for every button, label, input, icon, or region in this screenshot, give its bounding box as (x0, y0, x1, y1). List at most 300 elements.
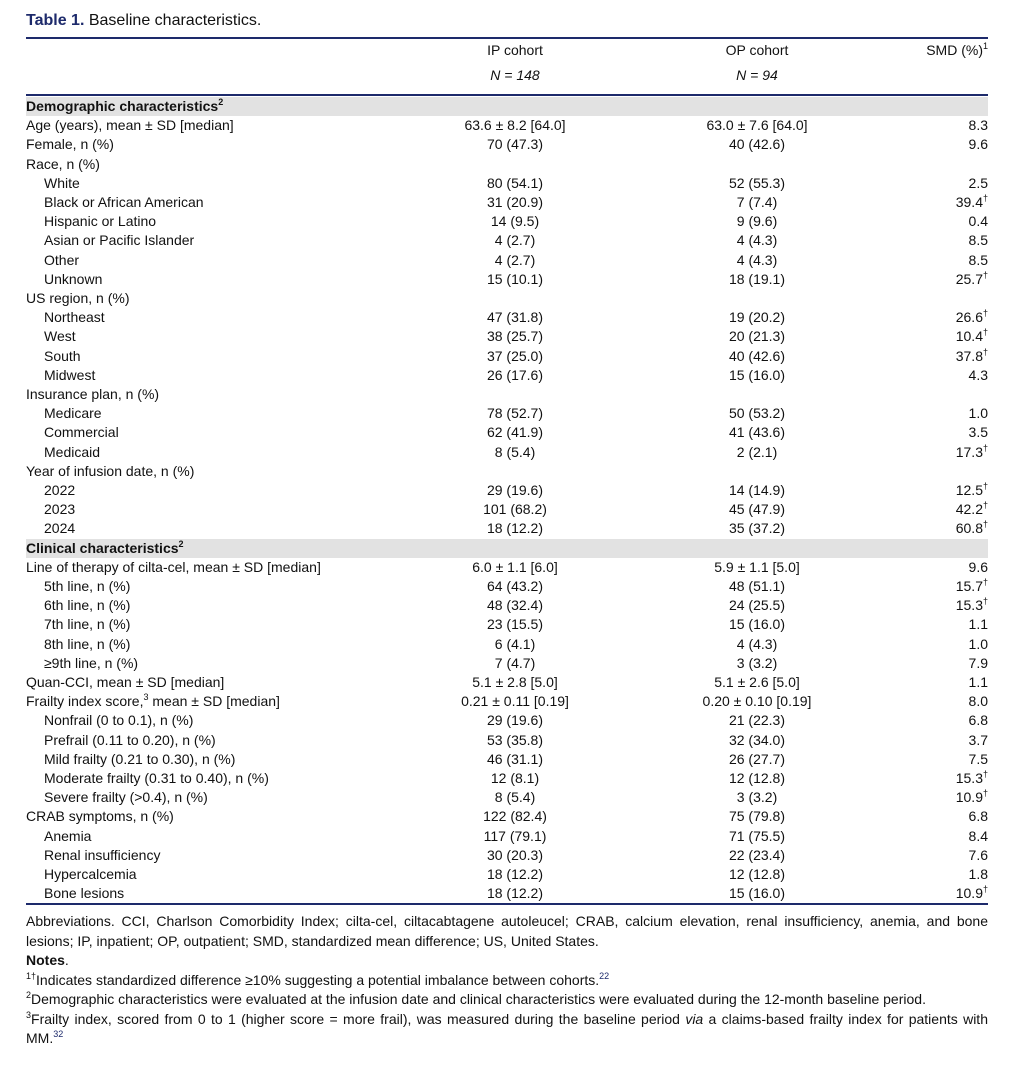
imbalance-dagger: † (982, 308, 988, 319)
note-marker: 1† (26, 970, 37, 981)
smd-value (969, 711, 988, 730)
row-label (44, 596, 130, 615)
op-cohort-value: 26 (27.7) (728, 750, 786, 767)
row-label (44, 174, 80, 193)
smd-value (956, 788, 988, 807)
table-row (26, 423, 988, 442)
ip-cohort-value: 64 (43.2) (486, 578, 544, 594)
table-row (26, 692, 988, 711)
smd-number: 12.5 (955, 482, 983, 498)
ip-cohort-value: 8 (5.4) (494, 789, 536, 806)
ip-cohort-value: 30 (20.3) (486, 846, 544, 863)
smd-value (969, 212, 988, 231)
smd-value (969, 135, 988, 154)
op-cohort-value: 0.20 ± 0.10 [0.19] (702, 693, 812, 710)
ip-cohort-value: 18 (12.2) (486, 866, 544, 882)
row-label-text: Northeast (44, 309, 105, 326)
ip-cohort-value: 29 (19.6) (486, 712, 544, 729)
op-cohort-value: 18 (19.1) (728, 270, 786, 287)
imbalance-dagger: † (982, 327, 988, 338)
header-smd-footnote: 1 (982, 41, 988, 51)
row-label-text: Severe frailty (>0.4), n (%) (44, 789, 208, 806)
row-label-text: Hispanic or Latino (44, 213, 157, 230)
smd-number: 0.4 (968, 213, 988, 230)
smd-value (956, 443, 988, 462)
notes-label: Notes (26, 952, 65, 968)
row-label-text: West (44, 328, 76, 345)
footnote-marker: 2 (218, 97, 224, 107)
ip-cohort-value: 23 (15.5) (486, 616, 544, 633)
smd-number: 8.3 (968, 117, 988, 134)
smd-value (956, 577, 988, 596)
smd-number: 17.3 (955, 443, 983, 460)
table-row (26, 443, 988, 462)
op-cohort-value: 19 (20.2) (728, 309, 786, 326)
smd-number: 15.7 (955, 578, 983, 594)
op-cohort-value: 50 (53.2) (728, 405, 786, 422)
ip-cohort-value: 80 (54.1) (486, 174, 544, 191)
row-label (44, 846, 160, 865)
row-label-text: Line of therapy of cilta-cel, mean ± SD [median] (26, 558, 321, 575)
row-label-text: Hypercalcemia (44, 866, 137, 882)
header-ip-n: N = 148 (490, 67, 540, 83)
smd-value (969, 366, 988, 385)
ip-cohort-value: 46 (31.1) (486, 750, 544, 767)
smd-value (969, 692, 988, 711)
table-row (26, 308, 988, 327)
row-label (44, 884, 124, 903)
row-label-text: Insurance plan, n (%) (26, 386, 160, 402)
row-label (44, 308, 105, 327)
op-cohort-value: 32 (34.0) (728, 731, 786, 748)
table-row (26, 231, 988, 250)
row-label (26, 116, 234, 135)
note-1 (26, 971, 988, 991)
header-op-cohort: OP cohort (725, 42, 789, 58)
op-cohort-value: 15 (16.0) (728, 616, 786, 633)
smd-value (956, 327, 988, 346)
row-label-text: Quan-CCI, mean ± SD [median] (26, 674, 225, 690)
op-cohort-value: 21 (22.3) (728, 712, 786, 729)
table-row (26, 327, 988, 346)
smd-value (969, 846, 988, 865)
ip-cohort-value: 26 (17.6) (486, 366, 544, 383)
row-label-text: White (44, 174, 80, 191)
table-row (26, 731, 988, 750)
row-label (44, 769, 269, 788)
row-label (44, 366, 95, 385)
ip-cohort-value: 101 (68.2) (483, 501, 547, 518)
smd-value (969, 750, 988, 769)
ip-cohort-value: 38 (25.7) (486, 328, 544, 345)
table-row (26, 846, 988, 865)
ip-cohort-value: 29 (19.6) (486, 482, 544, 498)
row-label (44, 635, 130, 654)
ip-cohort-value: 31 (20.9) (486, 194, 544, 210)
table-row (26, 155, 988, 174)
imbalance-dagger: † (982, 481, 988, 491)
row-label-text: Medicaid (44, 443, 101, 460)
row-label-text: Renal insufficiency (44, 846, 161, 863)
notes-heading (26, 951, 988, 971)
row-label (44, 577, 130, 596)
op-cohort-value: 24 (25.5) (728, 597, 786, 614)
row-label (26, 462, 194, 481)
smd-number: 2.5 (968, 174, 988, 191)
smd-value (969, 174, 988, 193)
imbalance-dagger: † (982, 193, 988, 203)
smd-number: 8.5 (968, 251, 988, 268)
row-label-text: South (44, 347, 81, 364)
note-text: Demographic characteristics were evaluated at the infusion date and clinical characteristics were evaluated during the 12-month baseline period. (31, 991, 926, 1007)
row-label-text: US region, n (%) (26, 290, 130, 306)
smd-value (969, 654, 988, 673)
op-cohort-value: 45 (47.9) (728, 501, 786, 518)
table-row (26, 884, 988, 903)
op-cohort-value: 9 (9.6) (736, 213, 778, 230)
section-header-row (26, 539, 988, 558)
smd-number: 9.6 (968, 558, 988, 575)
row-label (44, 212, 156, 231)
imbalance-dagger: † (982, 500, 988, 511)
imbalance-dagger: † (982, 788, 988, 799)
table-row (26, 750, 988, 769)
row-label (26, 558, 321, 577)
row-label (26, 155, 100, 174)
smd-value (969, 615, 988, 634)
smd-number: 7.5 (968, 750, 988, 767)
table-title (26, 12, 261, 30)
row-label (44, 519, 75, 538)
op-cohort-value: 12 (12.8) (728, 866, 786, 882)
table-row (26, 711, 988, 730)
row-label-text: 6th line, n (%) (44, 597, 131, 614)
smd-number: 1.1 (968, 674, 988, 690)
header-ip-cohort: IP cohort (487, 42, 543, 58)
ip-cohort-value: 18 (12.2) (486, 885, 544, 902)
row-label-text: 2022 (44, 482, 76, 498)
smd-number: 6.8 (968, 712, 988, 729)
op-cohort-value: 22 (23.4) (728, 846, 786, 863)
ip-cohort-value: 122 (82.4) (483, 808, 547, 825)
smd-number: 1.1 (968, 616, 988, 633)
row-label (26, 539, 184, 558)
smd-value (969, 231, 988, 250)
smd-value (956, 481, 988, 500)
row-label (44, 443, 100, 462)
row-label-text: Commercial (44, 424, 119, 441)
row-label (26, 97, 223, 116)
row-label-text: Frailty index score, (26, 693, 144, 710)
footnote-marker: 2 (178, 538, 184, 549)
row-label (44, 500, 75, 519)
ip-cohort-value: 4 (2.7) (494, 232, 536, 249)
ip-cohort-value: 6 (4.1) (494, 635, 536, 652)
ip-cohort-value: 70 (47.3) (486, 136, 544, 153)
smd-value (956, 193, 988, 212)
op-cohort-value: 71 (75.5) (728, 827, 786, 844)
imbalance-dagger: † (982, 884, 988, 895)
op-cohort-value: 75 (79.8) (728, 808, 786, 825)
row-label-text: 7th line, n (%) (44, 616, 131, 633)
table-row (26, 481, 988, 500)
row-label (44, 750, 235, 769)
table-row (26, 212, 988, 231)
op-cohort-value: 12 (12.8) (728, 770, 786, 786)
row-label (26, 289, 129, 308)
ip-cohort-value: 47 (31.8) (486, 309, 544, 326)
top-rule (26, 37, 988, 39)
row-label-text: mean ± SD [median] (148, 693, 280, 710)
smd-value (969, 251, 988, 270)
smd-value (969, 558, 988, 577)
reference-link[interactable]: 32 (53, 1029, 64, 1039)
table-row (26, 788, 988, 807)
smd-value (969, 635, 988, 654)
table-row (26, 135, 988, 154)
row-label-text: CRAB symptoms, n (%) (26, 808, 174, 825)
table-row (26, 865, 988, 884)
op-cohort-value: 35 (37.2) (728, 520, 786, 537)
row-label-text: Year of infusion date, n (%) (26, 462, 195, 479)
section-header-row (26, 97, 988, 116)
ip-cohort-value: 48 (32.4) (486, 597, 544, 614)
table-row (26, 116, 988, 135)
table-row (26, 270, 988, 289)
imbalance-dagger: † (982, 596, 988, 607)
smd-number: 37.8 (955, 347, 983, 364)
smd-number: 6.8 (968, 808, 988, 825)
smd-number: 7.6 (968, 846, 988, 863)
ip-cohort-value: 7 (4.7) (494, 654, 536, 671)
ip-cohort-value: 78 (52.7) (486, 405, 544, 422)
op-cohort-value: 48 (51.1) (728, 578, 786, 594)
smd-value (969, 731, 988, 750)
smd-number: 26.6 (955, 309, 983, 326)
row-label (44, 404, 102, 423)
bottom-rule (26, 903, 988, 905)
smd-number: 60.8 (955, 520, 983, 537)
row-label (44, 270, 102, 289)
row-label (26, 673, 224, 692)
ip-cohort-value: 117 (79.1) (483, 827, 547, 844)
smd-value (969, 423, 988, 442)
table-row (26, 596, 988, 615)
ip-cohort-value: 63.6 ± 8.2 [64.0] (464, 117, 566, 134)
ip-cohort-value: 62 (41.9) (486, 424, 544, 441)
notes-period: . (64, 952, 69, 968)
smd-value (956, 519, 988, 538)
row-label (44, 327, 76, 346)
smd-number: 10.9 (955, 885, 983, 902)
row-label (44, 423, 119, 442)
ip-cohort-value: 53 (35.8) (486, 731, 544, 748)
table-row (26, 385, 988, 404)
row-label-text: Clinical characteristics (26, 539, 179, 556)
footnote-marker: 3 (143, 692, 149, 703)
smd-value (956, 884, 988, 903)
row-label (44, 827, 91, 846)
imbalance-dagger: † (982, 519, 988, 530)
row-label-text: Nonfrail (0 to 0.1), n (%) (44, 712, 194, 729)
op-cohort-value: 40 (42.6) (728, 347, 786, 364)
abbreviations: Abbreviations. CCI, Charlson Comorbidity Index; cilta-cel, ciltacabtagene autoleucel; CRAB, calcium elevation, renal insufficiency, anemia, and bone lesions; IP, inpatient; OP, outpatient; SMD, standardized mean difference; US, United States. (26, 913, 988, 949)
op-cohort-value: 3 (3.2) (736, 654, 778, 671)
table-row (26, 347, 988, 366)
ip-cohort-value: 37 (25.0) (486, 347, 544, 364)
row-label (44, 654, 138, 673)
smd-number: 3.5 (968, 424, 988, 441)
row-label-text: Mild frailty (0.21 to 0.30), n (%) (44, 750, 236, 767)
smd-number: 42.2 (955, 501, 983, 518)
row-label (44, 615, 130, 634)
header-smd-label: SMD (%) (926, 42, 983, 58)
smd-value (969, 827, 988, 846)
note-marker: 2 (26, 990, 32, 1000)
op-cohort-value: 5.1 ± 2.6 [5.0] (714, 674, 800, 690)
smd-number: 8.5 (968, 232, 988, 249)
row-label-text: 5th line, n (%) (44, 578, 131, 594)
row-label-text: 2023 (44, 501, 76, 518)
op-cohort-value: 14 (14.9) (728, 482, 786, 498)
header-op-n: N = 94 (736, 67, 778, 83)
row-label-text: Bone lesions (44, 885, 125, 902)
op-cohort-value: 20 (21.3) (728, 328, 786, 345)
smd-number: 1.0 (968, 405, 988, 422)
table-row (26, 519, 988, 538)
table-row (26, 462, 988, 481)
row-label-text: Midwest (44, 366, 96, 383)
ip-cohort-value: 6.0 ± 1.1 [6.0] (472, 558, 558, 575)
imbalance-dagger: † (982, 577, 988, 587)
smd-number: 3.7 (968, 731, 988, 748)
row-label (44, 731, 216, 750)
smd-number: 25.7 (955, 270, 983, 287)
smd-value (956, 347, 988, 366)
smd-number: 10.4 (955, 328, 983, 345)
smd-number: 9.6 (968, 136, 988, 153)
table-row (26, 577, 988, 596)
smd-value (969, 404, 988, 423)
imbalance-dagger: † (982, 442, 988, 453)
row-label (26, 135, 114, 154)
smd-value (969, 807, 988, 826)
smd-value (956, 596, 988, 615)
table-row (26, 769, 988, 788)
row-label-text: Female, n (%) (26, 136, 114, 153)
op-cohort-value: 2 (2.1) (736, 443, 778, 460)
row-label (44, 865, 137, 884)
row-label-text: Other (44, 251, 80, 268)
note-italic: via (685, 1010, 704, 1027)
op-cohort-value: 41 (43.6) (728, 424, 786, 441)
smd-value (969, 673, 988, 692)
op-cohort-value: 15 (16.0) (728, 885, 786, 902)
row-label (26, 692, 280, 711)
note-marker: 3 (26, 1009, 32, 1020)
ip-cohort-value: 12 (8.1) (490, 770, 540, 786)
row-label (44, 251, 79, 270)
table-row (26, 193, 988, 212)
table-row (26, 615, 988, 634)
table-row (26, 500, 988, 519)
row-label-text: Demographic characteristics (26, 98, 219, 114)
imbalance-dagger: † (982, 769, 988, 779)
smd-number: 7.9 (968, 654, 988, 671)
row-label (44, 711, 193, 730)
smd-number: 15.3 (955, 770, 983, 786)
ip-cohort-value: 15 (10.1) (486, 270, 544, 287)
ip-cohort-value: 8 (5.4) (494, 443, 536, 460)
row-label-text: Medicare (44, 405, 102, 422)
table-row (26, 635, 988, 654)
ip-cohort-value: 0.21 ± 0.11 [0.19] (461, 693, 569, 710)
table-row (26, 807, 988, 826)
table-footer (26, 912, 988, 1049)
note-text: a claims-based frailty index for patients with MM. (26, 1010, 988, 1046)
table-row (26, 404, 988, 423)
row-label (26, 385, 159, 404)
table-row (26, 654, 988, 673)
row-label (44, 193, 204, 212)
smd-value (956, 270, 988, 289)
op-cohort-value: 63.0 ± 7.6 [64.0] (706, 117, 808, 134)
smd-number: 1.8 (968, 866, 988, 882)
smd-number: 8.4 (968, 827, 988, 844)
reference-link[interactable]: 22 (599, 970, 610, 981)
row-label-text: Unknown (44, 270, 103, 287)
row-label-text: Age (years), mean ± SD [median] (26, 117, 234, 134)
smd-number: 39.4 (955, 194, 983, 210)
table-row (26, 558, 988, 577)
op-cohort-value: 4 (4.3) (736, 635, 778, 652)
ip-cohort-value: 14 (9.5) (490, 213, 540, 230)
op-cohort-value: 3 (3.2) (736, 789, 778, 806)
row-label-text: 2024 (44, 520, 76, 537)
smd-value (956, 308, 988, 327)
header-rule (26, 94, 988, 96)
smd-value (969, 116, 988, 135)
imbalance-dagger: † (982, 269, 988, 280)
ip-cohort-value: 4 (2.7) (494, 251, 536, 268)
row-label (26, 807, 174, 826)
note-text: Frailty index, scored from 0 to 1 (higher score = more frail), was measured during the baseline period (31, 1010, 686, 1027)
row-label-text: Prefrail (0.11 to 0.20), n (%) (44, 731, 216, 748)
row-label-text: Anemia (44, 827, 92, 844)
row-label (44, 481, 75, 500)
table-row (26, 289, 988, 308)
row-label-text: Black or African American (44, 194, 204, 210)
row-label-text: Moderate frailty (0.31 to 0.40), n (%) (44, 770, 269, 786)
op-cohort-value: 4 (4.3) (736, 251, 778, 268)
table-row (26, 366, 988, 385)
row-label-text: Race, n (%) (26, 155, 100, 172)
note-text: Indicates standardized difference ≥10% suggesting a potential imbalance between cohorts. (36, 971, 600, 988)
table-caption: Baseline characteristics. (88, 12, 262, 29)
smd-value (956, 769, 988, 788)
row-label (44, 347, 81, 366)
note-2 (26, 990, 988, 1010)
table-row (26, 251, 988, 270)
smd-number: 15.3 (955, 597, 983, 614)
smd-value (956, 500, 988, 519)
ip-cohort-value: 5.1 ± 2.8 [5.0] (472, 674, 558, 690)
smd-value (969, 865, 988, 884)
table-row (26, 827, 988, 846)
row-label-text: ≥9th line, n (%) (44, 654, 139, 671)
op-cohort-value: 5.9 ± 1.1 [5.0] (714, 558, 800, 575)
table-row (26, 174, 988, 193)
